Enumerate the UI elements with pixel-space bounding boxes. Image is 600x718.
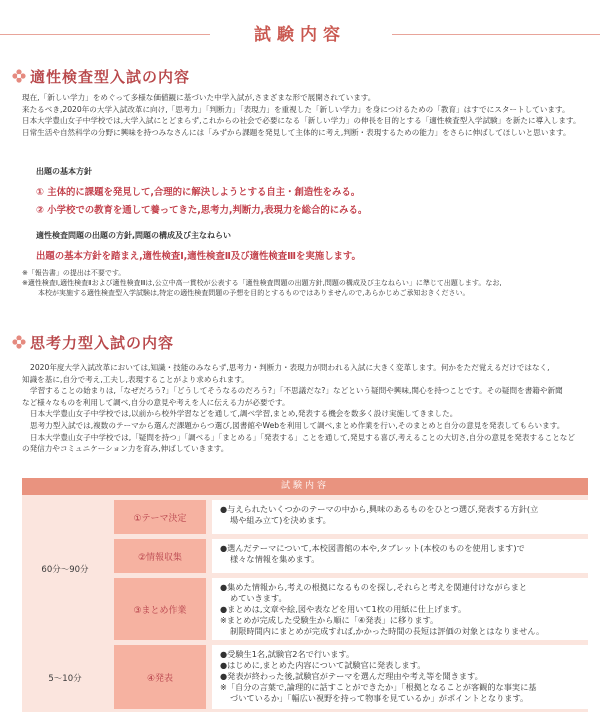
note-line: ※「報告書」の提出は不要です。: [22, 269, 126, 277]
framework-heading: 適性検査問題の出題の方針,問題の構成及び主なねらい: [36, 231, 232, 240]
desc-line: めていきます。: [230, 593, 287, 603]
intro-line: 来たるべき,2020年の大学入試改革に向け,「思考力」「判断力」「表現力」を重視した「新しい学力」を身につけるための「教育」はすでにスタートしています。: [22, 104, 570, 114]
desc-line: ●受験生1名,試験官2名で行います。: [220, 649, 355, 659]
body-line: 知識を基に,自分で考え,工夫し,表現することがより求められます。: [22, 374, 249, 384]
desc-line: 様々な情報を集めます。: [230, 554, 320, 564]
intro-line: 現在,「新しい学力」をめぐって多様な価値観に基づいた中学入試が,さまざまな形で展開されています。: [22, 93, 376, 102]
section2-title: 思考力型入試の内容: [30, 333, 175, 352]
flower-icon: [12, 69, 26, 83]
note-line: ※適性検査Ⅰ,適性検査Ⅱおよび適性検査Ⅲは,公立中高一貫校が公表する「適性検査問題の出題方針,問題の構成及び主なねらい」に準じて出題します。なお,: [22, 279, 502, 287]
desc-line: 場や組み立て)を決めます。: [230, 515, 331, 525]
body-line: 学習することの始まりは,「なぜだろう?」「どうしてそうなるのだろう?」「不思議だな?」などという疑問や興味,関心を持つことです。その疑問を書籍や新聞: [30, 386, 563, 396]
intro-line: 日本大学豊山女子中学校では,大学入試にとどまらず,これからの社会で必要になる「新しい学力」の伸長を目的とする「適性検査型入学試験」を新たに導入します。: [22, 116, 581, 126]
desc-line: ●発表が終わった後,試験官がテーマを選んだ理由や考え等を聞きます。: [220, 671, 483, 681]
desc-line: ●はじめに,まとめた内容について試験官に発表します。: [220, 660, 426, 670]
body-line: 思考力型入試では,複数のテーマから選んだ課題からつ選び,図書館やWebを利用して調べ,まとめ作業を行い,そのまとめと自分の意見を発表してもらいます。: [30, 420, 565, 430]
body-line: の発信力やコミュニケーション力を育み,伸ばしていきます。: [22, 444, 229, 454]
step-presentation: ④発表: [114, 645, 206, 709]
body-line: など様々なものを利用して調べ,自分の意見や考えを人に伝える力が必要です。: [22, 397, 290, 407]
time-cell-main: 60分〜90分: [41, 565, 89, 575]
desc-line: ●選んだテーマについて,本校図書館の本や,タブレット(本校のものを使用します)で: [220, 543, 525, 553]
section1-intro: [22, 92, 594, 138]
step-desc-summary: [212, 578, 588, 640]
table-caption: 試験内容: [22, 478, 588, 495]
desc-line: ●まとめは,文章や絵,図や表などを用いて1枚の用紙に仕上げます。: [220, 604, 467, 614]
note-line: 本校が実施する適性検査型入学試験は,特定の適性検査問題の予想を目的とするものではありませんので,あらかじめご承知おきください。: [38, 289, 470, 297]
intro-line: 日常生活や自然科学の分野に興味を持つみなさんには「みずから課題を発見して主体的に考え,判断・表現するための能力」をさらに伸ばしてほしいと思います。: [22, 127, 571, 137]
policy-heading: 出題の基本方針: [36, 167, 92, 176]
step-desc-presentation: [212, 645, 588, 709]
section2-body: [22, 362, 594, 455]
page-header: [0, 0, 600, 60]
flower-icon: [12, 335, 26, 349]
section1-notes: [22, 268, 592, 298]
page-title: 試験内容: [254, 25, 346, 45]
step-summary: ③まとめ作業: [114, 578, 206, 640]
time-cell-present: 5〜10分: [48, 673, 82, 684]
desc-line: づいているか」「幅広い視野を持って物事を見ているか」がポイントとなります。: [230, 693, 529, 703]
policy-item: ① 主体的に課題を発見して,合理的に解決しようとする自主・創造性をみる。: [36, 187, 361, 198]
desc-line: ※「自分の言葉で,論理的に話すことができたか」「根拠となることが客観的な事実に基: [220, 682, 537, 692]
section1-title: 適性検査型入試の内容: [30, 67, 191, 86]
step-desc-theme: [212, 500, 588, 534]
desc-line: 制限時間内にまとめが完成すれば,かかった時間の長短は評価の対象とはなりません。: [230, 626, 545, 636]
body-line: 日本大学豊山女子中学校では,以前から校外学習などを通して,調べ学習,まとめ,発表する機会を数多く設け実施してきました。: [30, 409, 458, 419]
step-theme: ①テーマ決定: [114, 500, 206, 534]
step-desc-research: [212, 539, 588, 573]
framework-statement: 出題の基本方針を踏まえ,適性検査Ⅰ,適性検査Ⅱ及び適性検査Ⅲを実施します。: [36, 251, 361, 262]
exam-table: [22, 478, 588, 712]
body-line: 2020年度大学入試改革においては,知識・技能のみならず,思考力・判断力・表現力が問われる入試に大きく変革します。何かをただ覚えるだけではなく,: [30, 363, 550, 372]
body-line: 日本大学豊山女子中学校では,「疑問を持つ」「調べる」「まとめる」「発表する」ことを通して,発見する喜び,考えることの大切さ,自分の意見を発表することなど: [30, 432, 575, 442]
desc-line: ●与えられたいくつかのテーマの中から,興味のあるものをひとつ選び,発表する方針(立: [220, 504, 539, 514]
policy-item: ② 小学校での教育を通して養ってきた,思考力,判断力,表現力を総合的にみる。: [36, 205, 368, 216]
step-research: ②情報収集: [114, 539, 206, 573]
desc-line: ※まとめが完成した受験生から順に「④発表」に移ります。: [220, 615, 439, 625]
section2-heading: [12, 332, 174, 352]
desc-line: ●集めた情報から,考えの根拠になるものを探し,それらと考えを関連付けながらまと: [220, 582, 528, 592]
section1-heading: [12, 66, 190, 86]
